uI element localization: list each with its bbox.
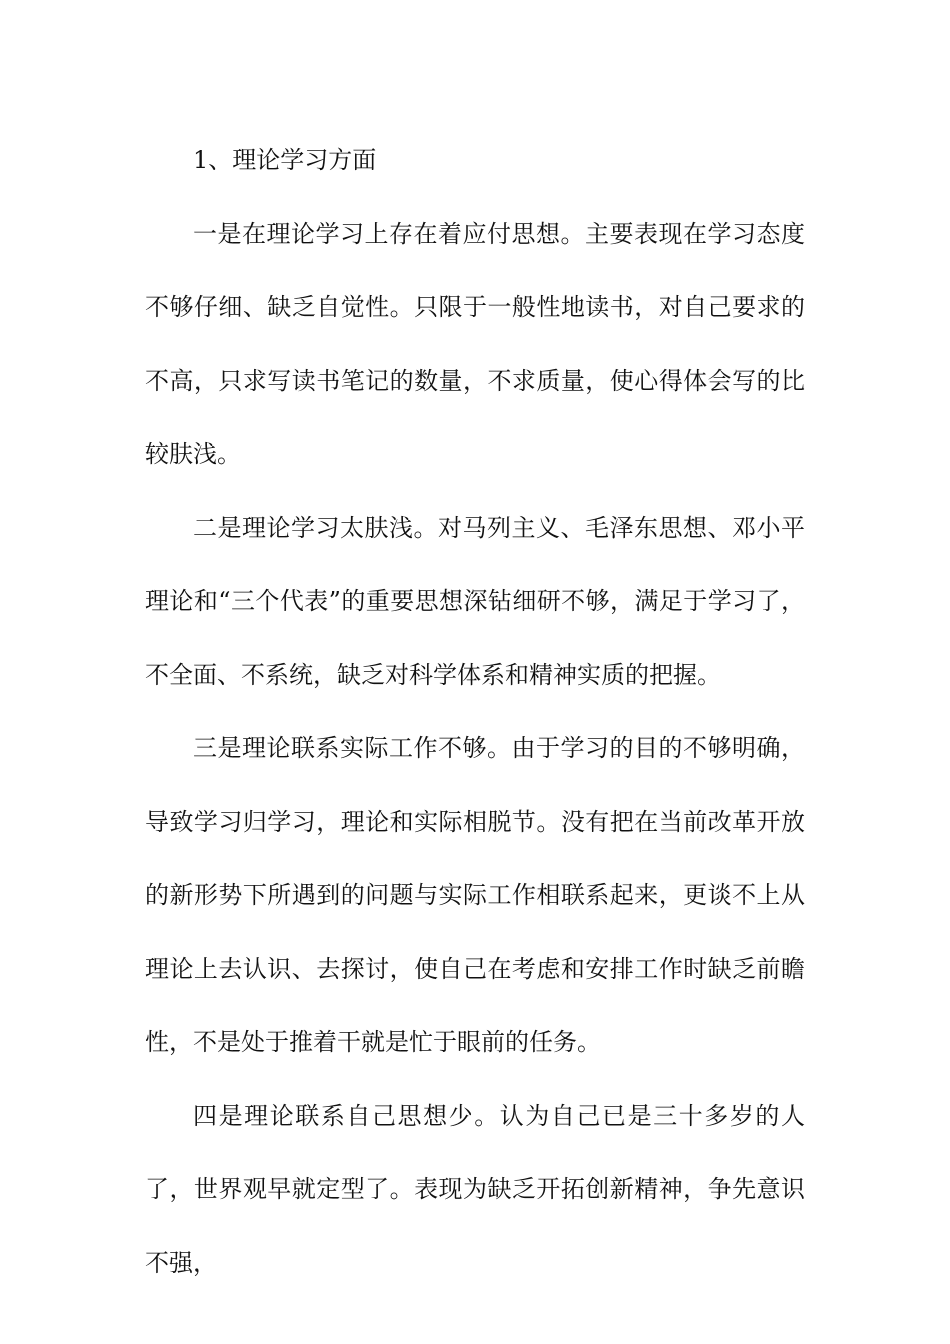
section-heading: 1、理论学习方面 [193,146,377,174]
paragraph-4: 四是理论联系自己思想少。认为自己已是三十多岁的人了，世界观早就定型了。表现为缺乏开拓创新精神，争先意识不强， [145,1101,805,1277]
paragraph-1: 一是在理论学习上存在着应付思想。主要表现在学习态度不够仔细、缺乏自觉性。只限于一般性地读书，对自己要求的不高，只求写读书笔记的数量，不求质量，使心得体会写的比较肤浅。 [145,219,805,468]
document-body [145,124,805,1300]
paragraph-2: 二是理论学习太肤浅。对马列主义、毛泽东思想、邓小平理论和“三个代表”的重要思想深钻细研不够，满足于学习了，不全面、不系统，缺乏对科学体系和精神实质的把握。 [145,513,805,689]
paragraph-3: 三是理论联系实际工作不够。由于学习的目的不够明确，导致学习归学习，理论和实际相脱节。没有把在当前改革开放的新形势下所遇到的问题与实际工作相联系起来，更谈不上从理论上去认识、去探讨，使自己在考虑和安排工作时缺乏前瞻性，不是处于推着干就是忙于眼前的任务。 [145,734,805,1056]
